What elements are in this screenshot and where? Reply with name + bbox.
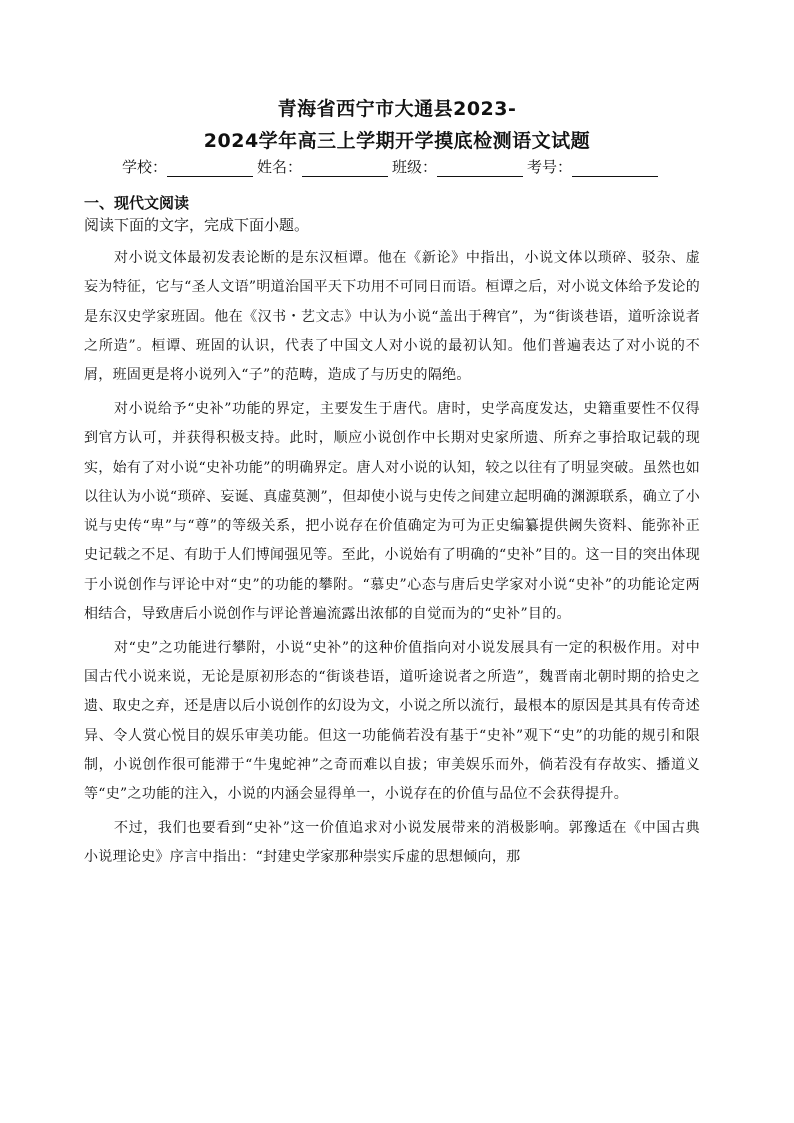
number-label: 考号： [527,158,573,176]
class-blank[interactable] [437,160,523,177]
name-label: 姓名： [257,158,303,176]
student-info-row [122,156,682,177]
section-instruction: 阅读下面的文字，完成下面小题。 [84,216,310,234]
class-label: 班级： [392,158,438,176]
passage-paragraph: 对“史”之功能进行攀附，小说“史补”的这种价值指向对小说发展具有一定的积极作用。对中国古代小说来说，无论是原初形态的“街谈巷语，道听途说者之所造”，魏晋南北朝时期的拾史之遗、取史之弃，还是唐以后小说创作的幻设为文，小说之所以流行，最根本的原因是其具有传奇述异、令人赏心悦目的娱乐审美功能。但这一功能倘若没有基于“史补”观下“史”的功能的规引和限制，小说创作很可能滞于“牛鬼蛇神”之奇而难以自拔；审美娱乐而外，倘若没有存故实、播道义等“史”之功能的注入，小说的内涵会显得单一，小说存在的价值与品位不会获得提升。 [84,639,700,803]
exam-title-line-1: 青海省西宁市大通县2023- [277,98,517,120]
passage-paragraph: 对小说文体最初发表论断的是东汉桓谭。他在《新论》中指出，小说文体以琐碎、驳杂、虚妄为特征，它与“圣人文语”明道治国平天下功用不可同日而语。桓谭之后，对小说文体给予发论的是东汉史学家班固。他在《汉书・艺文志》中认为小说“盖出于稗官”，为“街谈巷语，道听涂说者之所造”。桓谭、班固的认识，代表了中国文人对小说的最初认知。他们普遍表达了对小说的不屑，班固更是将小说列入“子”的范畴，造成了与历史的隔绝。 [84,250,700,384]
passage-paragraph: 不过，我们也要看到“史补”这一价值追求对小说发展带来的消极影响。郭豫适在《中国古典小说理论史》序言中指出：“封建史学家那种崇实斥虚的思想倾向，那 [84,820,700,866]
name-blank[interactable] [302,160,388,177]
number-blank[interactable] [572,160,658,177]
exam-title-line-2: 2024学年高三上学期开学摸底检测语文试题 [203,130,591,152]
school-label: 学校： [122,158,168,176]
section-heading: 一、现代文阅读 [84,194,190,212]
passage-paragraph: 对小说给予“史补”功能的界定，主要发生于唐代。唐时，史学高度发达，史籍重要性不仅得到官方认可，并获得积极支持。此时，顺应小说创作中长期对史家所遗、所弃之事拾取记载的现实，始有了对小说“史补功能”的明确界定。唐人对小说的认知，较之以往有了明显突破。虽然也如以往认为小说“琐碎、妄诞、真虚莫测”，但却使小说与史传之间建立起明确的渊源联系，确立了小说与史传“卑”与“尊”的等级关系，把小说存在价值确定为可为正史编纂提供阙失资料、能弥补正史记载之不足、有助于人们博闻强见等。至此，小说始有了明确的“史补”目的。这一目的突出体现于小说创作与评论中对“史”的功能的攀附。“慕史”心态与唐后史学家对小说“史补”的功能论定两相结合，导致唐后小说创作与评论普遍流露出浓郁的自觉而为的“史补”目的。 [84,400,700,623]
reading-passage [84,244,700,877]
school-blank[interactable] [167,160,253,177]
